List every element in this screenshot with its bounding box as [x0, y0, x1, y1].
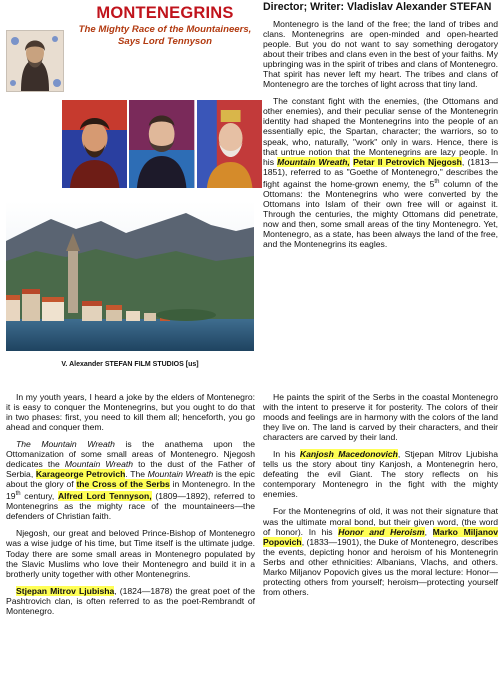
highlight-karageorge: Karageorge Petrovich: [35, 469, 126, 480]
superscript: th: [15, 491, 21, 498]
text-run: ,: [424, 526, 433, 537]
text-run: to the dust of the Father of Serbia,: [6, 459, 255, 480]
paragraph: [263, 506, 498, 596]
portrait-njegosh: [62, 100, 127, 188]
left-column-bottom: [6, 392, 255, 623]
text-run: century,: [20, 491, 58, 502]
portrait-strip: [62, 100, 262, 188]
subtitle-line-2: Says Lord Tennyson: [117, 36, 212, 47]
paragraph: Montenegro is the land of the free; the land of tribes and clans. Montenegrins are open-minded and open-hearted people. But you do not want to say something derogatory about their tribes and clans even in the best of your faiths. My upbringing was in the spirit of tribes and clans of Montenegro. That spirit has never left my heart. The tribes and clans of Montenegro are the torches of light across that tiny land.: [263, 19, 498, 90]
paragraph: [263, 449, 498, 499]
text-run: The Mountain Wreath: [16, 439, 115, 450]
image-credit: V. Alexander STEFAN FILM STUDIOS [us]: [61, 361, 199, 368]
tennyson-portrait: [6, 30, 64, 92]
text-run: is the anathema upon the Ottomanization of some small areas of Montenegro. Njegosh dedicates the: [6, 439, 255, 470]
text-run: (1809—1892), referred to Montenegrins as the mighty race of the mountaineers—the defenders of Christian faith.: [6, 491, 255, 522]
paragraph: In my youth years, I heard a joke by the elders of Montenegro: it is easy to conquer the Montenegrins, but you ought to do that in two phases: first, you need to kill them all; henceforth, you go ahead and conquer them.: [6, 392, 255, 433]
perast-landscape-image: [6, 201, 254, 351]
text-run: is the epic about the glory of: [6, 469, 255, 490]
text-run: in Montenegro. In the 19: [6, 479, 256, 502]
text-run: , Stjepan Mitrov Ljubisha tells us the story about tiny Kanjosh, a Montenegrin hero, defeating the evil Giant. The story reflects on his contemporary Montenegro in the fight with the mighty enemies.: [263, 449, 498, 500]
portrait-ljubisha: [129, 100, 194, 188]
highlight-popovich: Marko Miljanov Popovich: [263, 526, 498, 547]
highlight-njegosh: Petar II Petrovich Njegosh: [353, 156, 462, 167]
highlight-tennyson: Alfred Lord Tennyson,: [57, 491, 152, 502]
text-run: , (1813—1851), referred to as "Goethe of Montenegro," describes the fight against the home-grown enemy, the 5: [263, 156, 499, 189]
subtitle-line-1: The Mighty Race of the Mountaineers,: [78, 24, 252, 35]
superscript: th: [434, 178, 440, 185]
paragraph: [6, 439, 255, 521]
portrait-popovich: [197, 100, 262, 188]
page-subtitle: [70, 24, 260, 48]
highlight-mountain-wreath: Mountain Wreath,: [277, 156, 350, 167]
right-column-bottom: [263, 392, 498, 604]
paragraph: He paints the spirit of the Serbs in the coastal Montenegro with the intent to preserve it for posterity. The colors of their moods and feelings are in harmony with the colors of the land they live on. The land is carved by their characters, and their characters are carved by their land.: [263, 392, 498, 443]
right-column-top: [263, 19, 498, 256]
highlight-kanjosh: Kanjosh Macedonovich: [299, 449, 398, 460]
paragraph: [263, 96, 498, 249]
director-credit: Director; Writer: Vladislav Alexander STEFAN: [263, 1, 492, 13]
text-run: column of the Ottomans: the Montenegrins who were converted by the Ottomans into Islam of their own free will or against it. Through the centuries, the mighty Ottomans did penetrate, now and then, some small areas of the tiny Montenegro. Yet, Montenegro, as a state, has been always the land of the free, and the Montenegrins its eagles.: [263, 178, 498, 249]
text-run: , (1833—1901), the Duke of Montenegro, describes the events, depicting honor and heroism of his Montenegrin Serbs and other ethnicities: Albanians, Vlachs, and others. Marko Miljanov Popovich gives us the moral lecture: Honor—protecting others from yourself; heroism—protecting yourself from others.: [263, 536, 498, 597]
page-title: MONTENEGRINS: [96, 4, 234, 22]
highlight-honor-heroism: Honor and Heroism: [338, 526, 425, 537]
highlight-cross-of-serbs: the Cross of the Serbs: [76, 479, 170, 490]
paragraph: Njegosh, our great and beloved Prince-Bishop of Montenegro was a wise judge of his time, but Time itself is the ultimate judge. Today there are some small areas in Montenegro populated by the Slavic Muslims who love their Montenegro and build it in a brotherly unity together with other Montenegrins.: [6, 528, 255, 579]
text-run: , (1824—1878) the great poet of the Pashtrovich clan, is often referred to as the poet-Rembrandt of Montenegro.: [6, 585, 256, 616]
text-run: The constant fight with the enemies, (the Ottomans and other enemies), and their peculiar sense of the Montenegrin identity had shaped the Montenegrins into the people of an essentially epic, the Spartan, character; the warriors, so to speak, who, naturally, "work" only in wars. Hence, there is that untrue notion that the Montenegrins are lazy people. In his: [263, 96, 498, 167]
highlight-ljubisha: Stjepan Mitrov Ljubisha: [16, 585, 115, 596]
text-run: For the Montenegrins of old, it was not their signature that was the ultimate moral bond, but their given word, (the word of honor). In his: [263, 506, 498, 537]
text-run: In his: [273, 449, 300, 460]
paragraph: [6, 586, 255, 616]
text-run: Mountain Wreath: [147, 469, 214, 480]
text-run: . The: [125, 469, 148, 480]
text-run: Mountain Wreath: [64, 459, 134, 470]
